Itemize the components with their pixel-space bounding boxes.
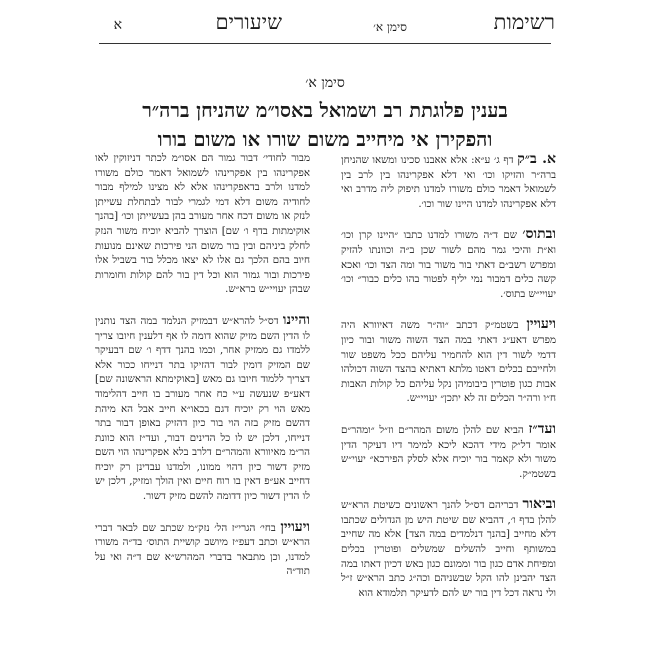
running-header-series: שיעורים [215,10,282,34]
paragraph-lead: והיינו [282,311,310,328]
paragraph [341,497,556,601]
paragraph-lead: וביאור [522,496,556,513]
paragraph-text: בחי׳ הגרי״ז הל׳ נזק״מ שכתב שם לבאר דברי הרא״ש וכתב דעפ״ז מיושב קושיית התוס׳ בד״ה משורו למדנו, וכן מתבאר בדברי המהרש״א שם ד״ה ואי על תוד״ה [95,522,310,578]
paragraph-lead: ועד״ז [528,420,556,437]
title-line-1: בענין פלוגתת רב ושמואל באסו״מ שהניחן ברה״ר [142,99,508,122]
paragraph-text: דבריהם דס״ל להנך ראשונים כשיטת הרא״ש להלן בדף ו׳, דהביא שם שיטת היש מן הגדולים שכתבו דלא מחייב [בהנך דנלמדים במה הצד] אלא מה שחייב במשותף וחייב להשלים שמשלים ופוטרין בכלים ומפיחת אדם כגון בור וממונם כגון באש דכיון דאתו במה הצד יהבינן להו הקל שבשניהם וכה״ג כתב הרא״ש ז״ל ולי נראה דכל דין בור יש להם לדעיקר תלמודא הוא [341,500,556,599]
left-column [95,152,310,595]
paragraph [95,313,310,505]
paragraph-lead: ויעויין [280,518,310,535]
running-header-book: רשימות [493,10,555,34]
right-column [341,152,556,616]
paragraph-text: בשטמ״ק דכתב ״וה״ר משה דאיוורא היה מפרש דאע״ג דאתי במה הצד השוה משור ובור כיון דדמי לשור דין הוא להחמיר עליהם ככל משפט שור ולחייבם בכלים דאטו מלתא דאתיא בהצד השוה דכולהו אבות כגון פוטרין ביבומיהן נקל עליהם כל קולות האבות ח״ו ורה״ר הכלים זה לא יתכן״ יעויי״ש. [341,320,556,405]
chapter-title [90,96,560,154]
paragraph [341,152,556,212]
paragraph-text: הביא שם להלן משום המהר״ם וז״ל ״ומהר״ם אומר דל״ק מידי דהכא ליכא למימר דיו דעיקר הדין משור ולא קאמר בור יוכיח אלא לסלק הפירכא״ יעוי״ש בשטמ״ק. [341,424,556,480]
paragraph [341,422,556,482]
siman-heading: סימן א׳ [305,75,345,91]
title-line-2: והפקירן אי מיחייב משום שורו או משום בורו [157,128,493,151]
paragraph [95,152,310,298]
paragraph-text: מבור לחודי׳ דבור גמור הם אסו״מ לכתר דניזוקין לאו אפקרינהו בין אפקרינהו לשמואל דאמר כולם משורו למדנו ולרב בדאפקרינהו אלא לא מצינו למילף מבור לחודיה משום דלא דמי לגמרי לבור לבתחלת עשייתן לנזק או משום דכח אחר מעורב בהן בעשייתן וכו׳ [בהנך אוקימתות בדף ו׳ שם] הוצרך להביא יוכיח משור הנזק לחלק ביניהם ובין בור משום הני פירכות שאינם מנועות חיוב בהם הלכך גם אלו לא יצאו מכלל בור בשביל אלו פירכות ובור גמור הוא וכל דין בור להם קולות וחומרות שבהן יעויי״ש ברא״ש. [95,153,310,296]
paragraph [341,317,556,407]
running-header-siman: סימן א׳ [373,20,407,34]
header-rule [99,43,551,44]
paragraph-lead: ויעויין [526,316,556,333]
paragraph-lead: ובתוס׳ [522,226,556,243]
paragraph-text: דס״ל להרא״ש דבמזיק הנלמד במה הצד נותנין לו הדין השם מזיק שהוא דומה לו אף דלענין חיובו צריך ללמדו גם ממזיק אחר, וכמו בהנך דדף ו׳ שם דבעיקר שם המזיק דומין לבור דהזיקו בתר דנייחו ככור אלא דצריך ללמוד חיובו גם מאש [באוקימתא הראשונה שם] דאע״פ שנעשה ע״י כח אחר מעורב בו חייב דהלימוד מאש הוי רק יוכיח דגם בכאו״א חייב אבל הא מיהת דהשם מזיק בזה הוי בור כיון דהזיק באופן דבור בתר דנייחו, דלכן יש לו כל הדינים דבור, ועד״ז הוא כוונת הר״מ מאיוורא והמהר״ם דלרב בלא אפקרינהו הוי השם מזיק דשור כיון דהוי ממונו, ולמדנו עבדינן רק יוכיח דחייב אע״פ דאין בו רוח חיים ואין הולך ומזיק, דלכן יש לו הדין דשור כיון דדומה להשם מזיק דשור. [95,315,310,503]
paragraph [341,227,556,302]
paragraph-text: שם ד״ה משורו למדנו כתבו ״היינו קרן וכו׳ וא״ת והיכי גמר מהם לשור שכן ב״ה וכוונתו להזיק ומפרש רשב״ם דאתי בור משור בור ומה הצד וכו׳ ואכא קשה כלים דמבור נמי יליף לפטור בהו כלים כבור״ וכו׳ יעויי״ש בתוס׳. [341,230,556,300]
paragraph-text: דף ג׳ ע״א: אלא אאבנו סכינו ומשאו שהניחן ברה״ר והזיקו וכו׳ ואי דלא אפקרינהו בין לרב בין לשמואל דאמר כולם משורו למדנו תיפוק ליה מדרב ואי דלא אפקרינהו למדנו היינו שור וכו׳. [341,155,556,210]
paragraph-lead: א. ב״ק [517,151,556,167]
paragraph [95,520,310,580]
page-letter: א [113,17,122,33]
